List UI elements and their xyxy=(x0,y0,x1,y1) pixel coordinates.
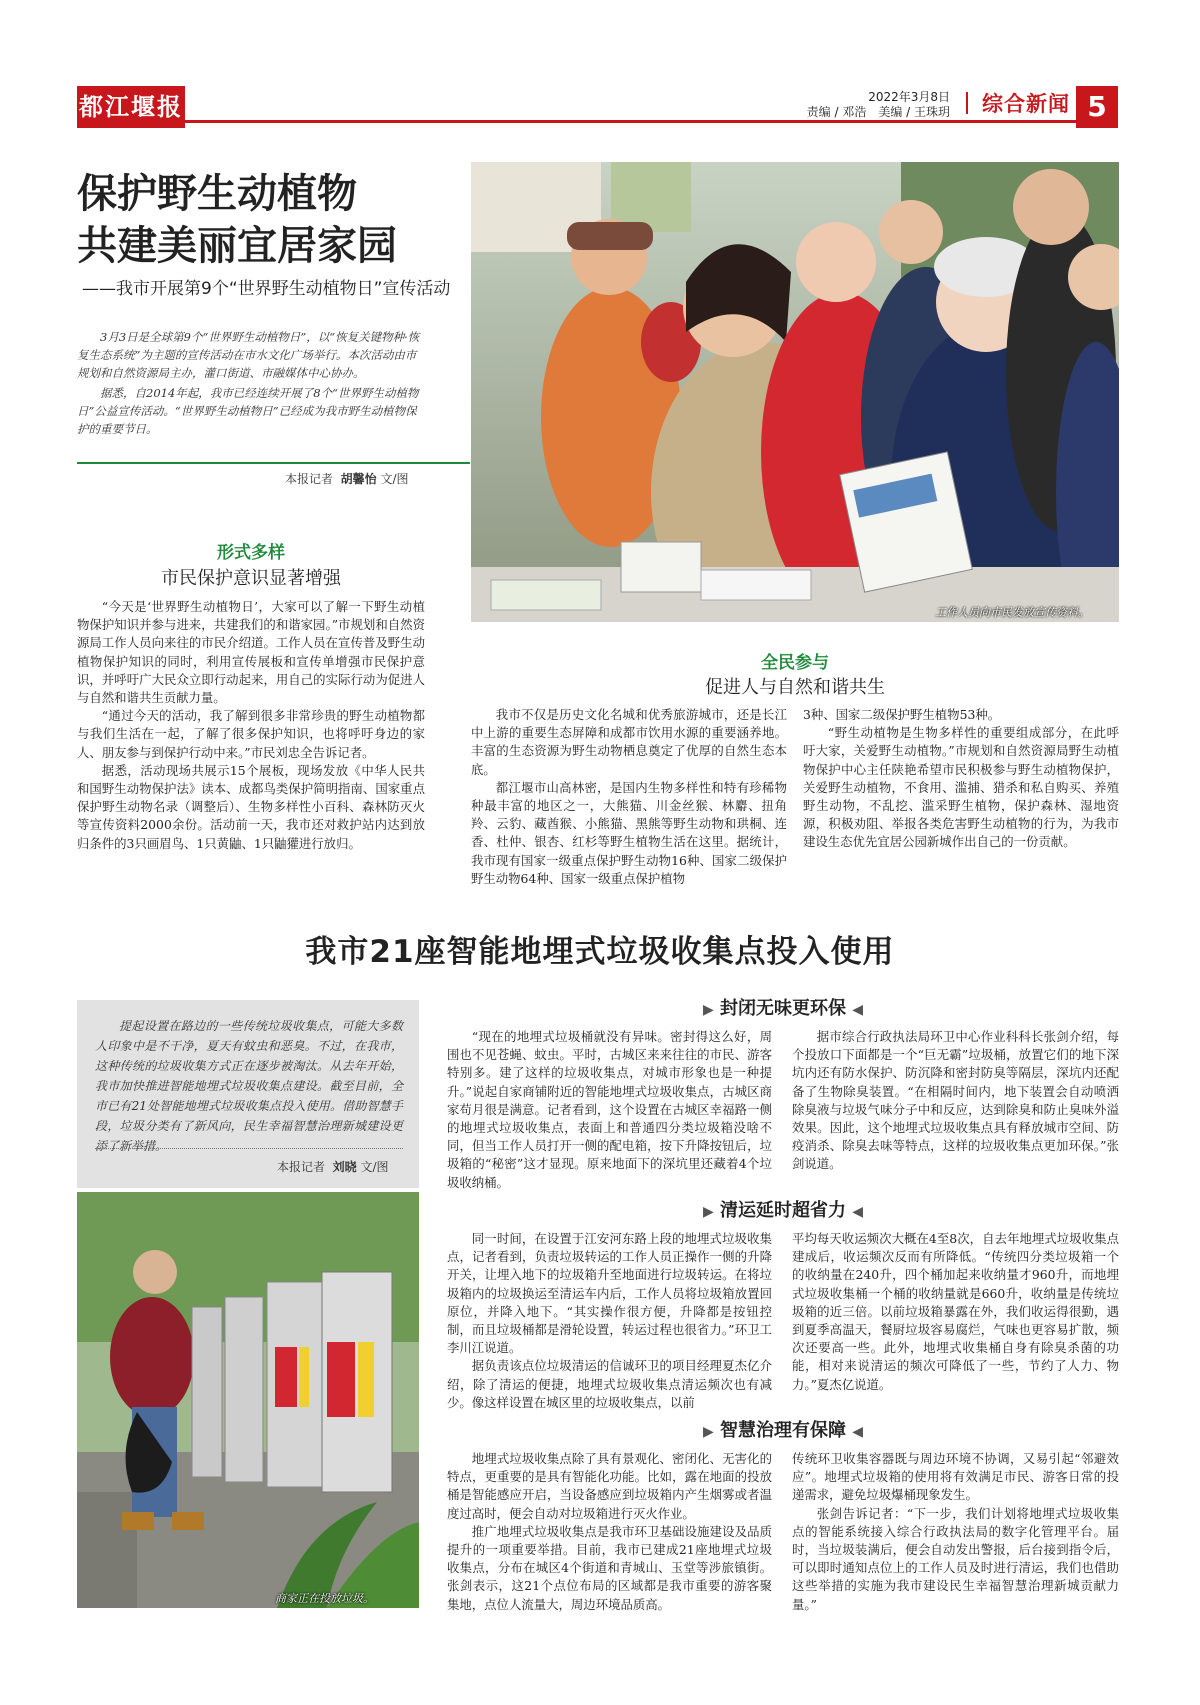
triangle-right-icon: ▶ xyxy=(702,1204,714,1220)
story1-sec1-title: 市民保护意识显著增强 xyxy=(161,568,341,589)
paragraph: 平均每天收运频次大概在4至8次，自去年地埋式垃圾收集点建成后，收运频次反而有所降低。“传统四分类垃圾箱一个的收纳量在240升，四个桶加起来收纳量才960升，而地埋式垃圾收集桶一个桶的收纳量就是660升，收纳量是传统垃圾箱的近三倍。以前垃圾箱暴露在外，我们收运得很勤，遇到夏季高温天，餐厨垃圾容易腐烂，气味也更容易扩散，频次还要高一些。此外，地埋式收集桶自身有除臭杀菌的功能，相对来说清运的频次可降低了一些，节约了人力、物力。”夏杰亿说道。 xyxy=(792,1231,1119,1392)
green-divider xyxy=(77,462,470,464)
story2-sec3-heading xyxy=(447,1416,1119,1442)
triangle-left-icon: ◀ xyxy=(852,1204,864,1220)
story1-sec2-title: 促进人与自然和谐共生 xyxy=(705,677,885,698)
byline-suffix: 文/图 xyxy=(360,1160,389,1174)
story2-sec3-column-b xyxy=(792,1450,1119,1614)
trash-bin-photo-illustration xyxy=(77,1192,419,1608)
paragraph: “现在的地埋式垃圾桶就没有异味。密封得这么好，周围也不见苍蝇、蚊虫。平时，古城区来来往往的市民、游客特别多。建了这样的垃圾收集点，对城市形象也是一种提升。”说起自家商铺附近的智能地埋式垃圾收集点，古城区商家苟月很是满意。记者看到，这个设置在古城区幸福路一侧的地埋式垃圾收集点，表面上和普通四分类垃圾箱没啥不同，但当工作人员打开一侧的配电箱，按下升降按钮后，垃圾箱的“秘密”这才显现。原来地面下的深坑里还藏着4个垃圾收纳桶。 xyxy=(447,1029,772,1190)
story2-sec2-heading xyxy=(447,1196,1119,1222)
triangle-right-icon: ▶ xyxy=(702,1424,714,1440)
crowd-photo-illustration xyxy=(471,162,1119,622)
story1-sec2-kicker: 全民参与 xyxy=(761,653,829,673)
story2-sec1-title: 封闭无味更环保 xyxy=(720,998,846,1019)
masthead xyxy=(77,86,1118,128)
masthead-separator xyxy=(966,92,968,114)
paragraph: “通过今天的活动，我了解到很多非常珍贵的野生动植物都与我们生活在一起，了解了很多保护知识，也将呼吁身边的家人、朋友参与到保护行动中来。”市民刘忠全告诉记者。 xyxy=(77,708,425,760)
story1-sec1-body xyxy=(77,598,425,853)
paragraph: 3种、国家二级保护野生植物53种。 xyxy=(803,707,1001,722)
paragraph: 张剑告诉记者：“下一步，我们计划将地埋式垃圾收集点的智能系统接入综合行政执法局的数字化管理平台。届时，当垃圾装满后，便会自动发出警报，后台接到指令后，可以即时通知点位上的工作人员及时进行清运，我们也借助这些举措的实施为我市建设民生幸福智慧治理新城贡献力量。” xyxy=(792,1505,1119,1612)
story2-intro: 提起设置在路边的一些传统垃圾收集点，可能大多数人印象中是不干净，夏天有蚊虫和恶臭。不过，在我市，这种传统的垃圾收集方式正在逐步被淘汰。从去年开始，我市加快推进智能地埋式垃圾收集点建设。截至目前，全市已有21处智能地埋式垃圾收集点投入使用。借助智慧手段，垃圾分类有了新风向，民生幸福智慧治理新城建设更添了新举措。 xyxy=(95,1019,403,1153)
byline-prefix: 本报记者 xyxy=(285,472,334,486)
story1-sec2-column-a xyxy=(471,706,787,888)
paragraph: 推广地埋式垃圾收集点是我市环卫基础设施建设及品质提升的一项重要举措。目前，我市已建成21座地埋式垃圾收集点，分布在城区4个街道和青城山、玉堂等涉旅镇街。张剑表示，这21个点位布局的区域都是我市重要的游客聚集地，点位人流量大，周边环境品质高。 xyxy=(447,1523,772,1612)
paragraph: 据市综合行政执法局环卫中心作业科科长张剑介绍，每个投放口下面都是一个“巨无霸”垃圾桶，放置它们的地下深坑内还有防水保护、防沉降和密封防臭等隔层，深坑内还配备了生物除臭装置。“在相隔时间内，地下装置会自动喷洒除臭液与垃圾气味分子中和反应，达到除臭和防止臭味外溢效果。因此，这个地埋式垃圾收集点具有释放城市空间、防疫消杀、除臭去味等特点，这样的垃圾收集点更加环保。”张剑说道。 xyxy=(792,1029,1119,1172)
newspaper-logo: 都江堰报 xyxy=(77,86,185,128)
story1-intro xyxy=(77,328,425,440)
story2-sec2-title: 清运延时超省力 xyxy=(720,1200,846,1221)
paragraph: 传统环卫收集容器既与周边环境不协调，又易引起“邻避效应”。地埋式垃圾箱的使用将有效满足市民、游客日常的投递需求，避免垃圾爆桶现象发生。 xyxy=(792,1451,1119,1503)
masthead-meta xyxy=(807,90,950,120)
paragraph: “今天是‘世界野生动植物日’，大家可以了解一下野生动植物保护知识并参与进来，共建我们的和谐家园。”市规划和自然资源局工作人员向来往的市民介绍道。工作人员在宣传普及野生动植物保护知识的同时，利用宣传展板和宣传单增强市民保护意识，并呼吁广大民众立即行动起来，用自己的实际行动为促进人与自然和谐共生贡献力量。 xyxy=(77,599,425,706)
story2-sec3-title: 智慧治理有保障 xyxy=(720,1420,846,1441)
editor-credits: 责编 / 邓浩 美编 / 王珠玥 xyxy=(806,105,950,119)
byline-prefix: 本报记者 xyxy=(277,1160,326,1174)
triangle-right-icon: ▶ xyxy=(702,1002,714,1018)
story1-headline-line2: 共建美丽宜居家园 xyxy=(77,223,397,269)
dotted-divider xyxy=(95,1148,403,1149)
story1-photo-caption: 工作人员向市民发放宣传资料。 xyxy=(935,606,1089,619)
story1-headline xyxy=(77,168,477,272)
story2-sec2-column-b xyxy=(792,1230,1119,1394)
paragraph: 据负责该点位垃圾清运的信诚环卫的项目经理夏杰亿介绍，除了清运的便捷，地埋式垃圾收集点清运频次也有减少。像这样设置在城区里的垃圾收集点，以前 xyxy=(447,1358,772,1410)
story2-headline: 我市21座智能地埋式垃圾收集点投入使用 xyxy=(305,934,895,970)
paragraph: 都江堰市山高林密，是国内生物多样性和特有珍稀物种最丰富的地区之一，大熊猫、川金丝猴、林麝、扭角羚、云豹、藏酋猴、小熊猫、黑熊等野生动物和珙桐、连香、杜仲、银杏、红杉等野生植物生活在这里。据统计，我市现有国家一级重点保护野生动物16种、国家二级保护野生动物64种、国家一级重点保护植物 xyxy=(471,779,787,886)
story1-sec1-kicker: 形式多样 xyxy=(217,543,285,563)
paragraph: “野生动植物是生物多样性的重要组成部分，在此呼吁大家，关爱野生动植物。”市规划和自然资源局野生动植物保护中心主任陕艳希望市民积极参与野生动植物保护，关爱野生动植物，不食用、滥捕、猎杀和私自购买、养殖野生动物，不乱挖、滥采野生植物，保护森林、湿地资源，积极劝阻、举报各类危害野生动植物的行为，为我市建设生态优先宜居公园新城作出自己的一份贡献。 xyxy=(803,725,1119,850)
byline-name: 刘晓 xyxy=(332,1160,357,1174)
story2-photo-caption: 商家正在投放垃圾。 xyxy=(275,1592,374,1605)
story2-sec1-column-a xyxy=(447,1028,772,1192)
paragraph: 地埋式垃圾收集点除了具有景观化、密闭化、无害化的特点，更重要的是具有智能化功能。比如，露在地面的投放桶是智能感应开启，当设备感应到垃圾箱内产生烟雾或者温度过高时，便会自动对垃圾箱进行灭火作业。 xyxy=(447,1451,772,1521)
paragraph: 我市不仅是历史文化名城和优秀旅游城市，还是长江中上游的重要生态屏障和成都市饮用水源的重要涵养地。丰富的生态资源为野生动物栖息奠定了优厚的自然生态本底。 xyxy=(471,707,787,777)
story2-photo xyxy=(77,1192,419,1608)
byline-suffix: 文/图 xyxy=(380,472,409,486)
issue-date: 2022年3月8日 xyxy=(868,90,950,104)
story1-subtitle: ——我市开展第9个“世界野生动植物日”宣传活动 xyxy=(82,279,451,299)
story2-intro-box xyxy=(77,1000,419,1188)
triangle-left-icon: ◀ xyxy=(852,1424,864,1440)
story2-sec3-column-a xyxy=(447,1450,772,1614)
story2-sec2-column-a xyxy=(447,1230,772,1412)
story1-byline xyxy=(285,470,409,487)
page-number: 5 xyxy=(1076,86,1118,128)
story1-sec2-column-b xyxy=(803,706,1119,852)
story2-sec1-column-b xyxy=(792,1028,1119,1174)
story1-photo xyxy=(471,162,1119,622)
byline-name: 胡馨怡 xyxy=(340,472,377,486)
paragraph: 同一时间，在设置于江安河东路上段的地埋式垃圾收集点，记者看到，负责垃圾转运的工作人员正操作一侧的升降开关，让埋入地下的垃圾箱升至地面进行垃圾转运。在将垃圾箱内的垃圾换运至清运车内后，工作人员将垃圾箱放置回原位，并降入地下。“其实操作很方便，升降都是按钮控制，而且垃圾桶都是滑轮设置，转运过程也很省力。”环卫工李川江说道。 xyxy=(447,1231,772,1356)
section-name: 综合新闻 xyxy=(982,92,1070,116)
story1-intro-paragraph: 据悉，自2014年起，我市已经连续开展了8个“世界野生动植物日”公益宣传活动。“世界野生动植物日”已经成为我市野生动植物保护的重要节日。 xyxy=(77,386,419,436)
story1-intro-paragraph: 3月3日是全球第9个“世界野生动植物日”，以“恢复关键物种·恢复生态系统”为主题的宣传活动在市水文化广场举行。本次活动由市规划和自然资源局主办，灌口街道、市融媒体中心协办。 xyxy=(77,330,420,380)
paragraph: 据悉，活动现场共展示15个展板，现场发放《中华人民共和国野生动物保护法》读本、成都鸟类保护简明指南、国家重点保护野生动物名录（调整后）、生物多样性小百科、森林防灭火等宣传资料2000余份。活动前一天，我市还对救护站内达到放归条件的3只画眉鸟、1只黄鼬、1只鼬獾进行放归。 xyxy=(77,762,425,851)
masthead-rule xyxy=(185,120,1076,123)
triangle-left-icon: ◀ xyxy=(852,1002,864,1018)
story2-byline xyxy=(277,1158,389,1175)
story2-sec1-heading xyxy=(447,994,1119,1020)
story1-headline-line1: 保护野生动植物 xyxy=(77,171,357,217)
